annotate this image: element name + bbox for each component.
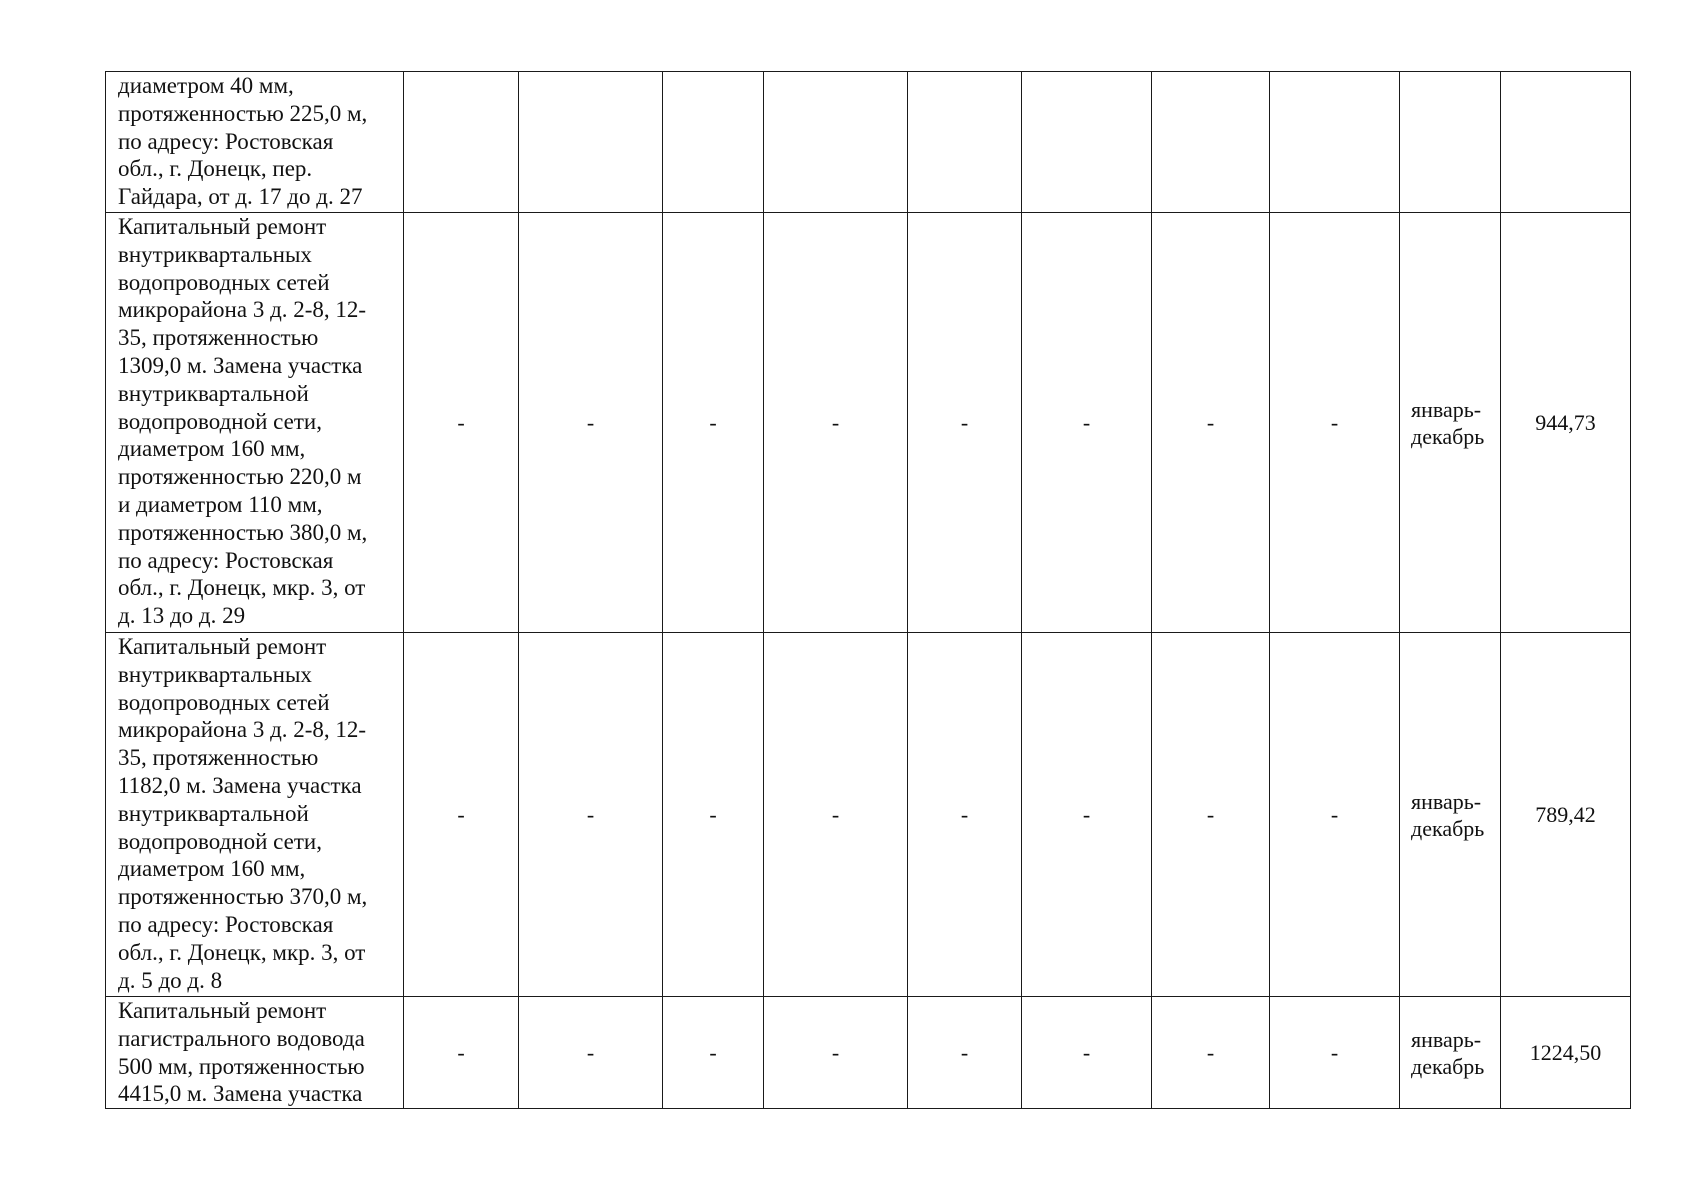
table-cell: - — [908, 213, 1022, 633]
table-cell — [1152, 72, 1270, 213]
work-amount: 944,73 — [1501, 213, 1631, 633]
table-row — [106, 213, 1631, 633]
table-cell: - — [404, 213, 519, 633]
work-period: январь- декабрь — [1400, 633, 1501, 997]
table-cell: - — [1152, 213, 1270, 633]
table-cell: - — [1022, 633, 1152, 997]
table-cell: - — [908, 633, 1022, 997]
table-cell: - — [908, 997, 1022, 1109]
table-cell — [663, 72, 764, 213]
table-cell — [519, 72, 663, 213]
table-cell — [908, 72, 1022, 213]
work-description: Капитальный ремонт пагистрального водовода 500 мм, протяженностью 4415,0 м. Замена участка — [106, 997, 404, 1109]
table-cell: - — [663, 213, 764, 633]
table-cell: - — [1022, 213, 1152, 633]
table-cell — [1022, 72, 1152, 213]
table-cell: - — [519, 997, 663, 1109]
work-period — [1400, 72, 1501, 213]
table-cell: - — [764, 213, 908, 633]
table-cell — [1270, 72, 1400, 213]
work-amount — [1501, 72, 1631, 213]
table-row — [106, 997, 1631, 1109]
table-cell: - — [1270, 213, 1400, 633]
work-amount: 789,42 — [1501, 633, 1631, 997]
table-cell: - — [1152, 997, 1270, 1109]
work-period: январь- декабрь — [1400, 997, 1501, 1109]
table-cell: - — [764, 633, 908, 997]
table-row — [106, 72, 1631, 213]
table-cell: - — [404, 997, 519, 1109]
table-cell: - — [1152, 633, 1270, 997]
table-cell: - — [519, 633, 663, 997]
work-period: январь- декабрь — [1400, 213, 1501, 633]
work-description: Капитальный ремонт внутриквартальных водопроводных сетей микрорайона 3 д. 2-8, 12- 35, протяженностью 1309,0 м. Замена участка внутриквартальной водопроводной сети, диаметром 160 мм, протяженностью 220,0 м и диаметром 110 мм, протяженностью 380,0 м, по адресу: Ростовская обл., г. Донецк, мкр. 3, от д. 13 до д. 29 — [106, 213, 404, 633]
table-row — [106, 633, 1631, 997]
table-cell: - — [404, 633, 519, 997]
table-cell: - — [663, 997, 764, 1109]
work-description: диаметром 40 мм, протяженностью 225,0 м, по адресу: Ростовская обл., г. Донецк, пер. Гайдара, от д. 17 до д. 27 — [106, 72, 404, 213]
table-cell: - — [1270, 633, 1400, 997]
table-cell — [764, 72, 908, 213]
table-cell: - — [1022, 997, 1152, 1109]
table-cell: - — [764, 997, 908, 1109]
table-cell — [404, 72, 519, 213]
table-cell: - — [519, 213, 663, 633]
work-amount: 1224,50 — [1501, 997, 1631, 1109]
table-cell: - — [663, 633, 764, 997]
work-description: Капитальный ремонт внутриквартальных водопроводных сетей микрорайона 3 д. 2-8, 12- 35, протяженностью 1182,0 м. Замена участка внутриквартальной водопроводной сети, диаметром 160 мм, протяженностью 370,0 м, по адресу: Ростовская обл., г. Донецк, мкр. 3, от д. 5 до д. 8 — [106, 633, 404, 997]
table-cell: - — [1270, 997, 1400, 1109]
works-table — [105, 71, 1631, 1109]
